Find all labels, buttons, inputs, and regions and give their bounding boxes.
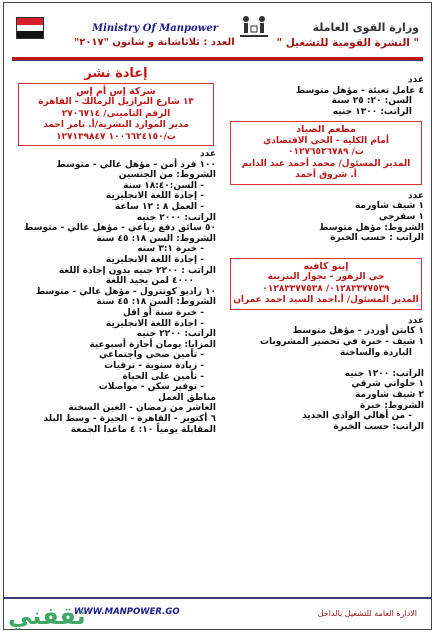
box2-line: إينو كافيه bbox=[303, 260, 349, 272]
box1-line: أ. شروق أحمد bbox=[295, 170, 357, 181]
listing-line: عدد bbox=[408, 315, 424, 326]
listing-line: المزايا: يومان أجازة أسبوعية bbox=[89, 339, 216, 350]
listing-line: - توفير سكن - مواصلات bbox=[98, 382, 204, 393]
department-name: الادارة العامة للتشغيل بالداخل bbox=[317, 609, 417, 618]
listing-line: الراتب : ٢٢٠٠ جنيه بدون إجادة اللغة bbox=[58, 265, 216, 276]
ministry-name-en: Ministry Of Manpower bbox=[92, 23, 218, 34]
listing-line: الراتب: ١٢٠٠ جنيه bbox=[344, 368, 424, 379]
listing-line: ١ سفرجي bbox=[378, 212, 424, 223]
companyBox-line: شركة إس أم إس bbox=[76, 85, 156, 97]
listing-line: - خبرة ٣:١ سنه bbox=[137, 244, 204, 255]
listing-line: الراتب: حسب الخبرة bbox=[333, 421, 424, 432]
listing-line: - تأمين على الحياة bbox=[122, 371, 204, 382]
cafe-box bbox=[230, 258, 422, 310]
listing-line: عدد bbox=[200, 149, 216, 160]
bulletin-page bbox=[3, 2, 432, 630]
listing-line: الراتب: ٢٠٠٠ جنيه bbox=[136, 212, 216, 223]
box1-line: أمام الكلية - الحي الاقتصادي bbox=[263, 135, 389, 146]
listing-line: الشروط: السن ١٨: ٤٥ سنة bbox=[96, 297, 216, 308]
box2-line: ٠١٢٨٣٣٧٧٥٣٩/ ٠١٢٨٣٣٧٧٥٣٨ bbox=[262, 283, 390, 294]
listing-line: الراتب: ٢٢٠٠ جنيه bbox=[136, 329, 216, 340]
box1-line: المدير المسئول/ محمد أحمد عبد الدايم bbox=[241, 158, 411, 169]
listing-line: ١ حلواني شرقي bbox=[351, 379, 424, 390]
listing-line: - زيادة سنوية - ترقيات bbox=[104, 360, 204, 371]
bulletin-title: " النشرة القومية للتشغيل " bbox=[276, 37, 419, 49]
left-column bbox=[16, 67, 216, 435]
watermark-logo: ثقفني bbox=[8, 602, 86, 630]
right-lines-mid bbox=[228, 191, 424, 244]
listing-line: الشروط: خبرة bbox=[360, 400, 424, 411]
listing-line: ١ شيف شاورمة bbox=[354, 201, 424, 212]
companyBox-line: الرقم التامينى/ ٢٧٠٦٧١٤ bbox=[61, 108, 171, 119]
listing-line: ٥٠ سائق دفع رباعي - مؤهل عالي - متوسط bbox=[24, 223, 216, 234]
ministry-logo-icon bbox=[237, 13, 271, 43]
companyBox-line: ١٣ شارع البرازيل الزمالك - القاهرة bbox=[38, 97, 194, 108]
listing-line: الشروط: من الجنسين bbox=[118, 170, 216, 181]
listing-line: ١٠ راديو كونترول - مؤهل عالي - متوسط bbox=[35, 286, 216, 297]
company-box bbox=[18, 83, 214, 147]
right-lines-bottom bbox=[228, 316, 424, 433]
listing-line: الشروط: مؤهل متوسط bbox=[319, 222, 424, 233]
listing-line: عدد bbox=[408, 190, 424, 201]
egypt-flag-icon bbox=[16, 17, 44, 39]
box1-line: مطعم الصياد bbox=[296, 124, 356, 136]
listing-line: المقابلة يومياً ١٠: ٤ ماعدا الجمعة bbox=[70, 424, 216, 435]
listing-line: الراتب : حسب الخبرة bbox=[330, 233, 424, 244]
listing-line: ١٠٠ فرد أمن - مؤهل عالي - متوسط bbox=[56, 159, 216, 170]
box2-line: المدير المسئول/ أ.احمد السيد احمد عمران bbox=[233, 295, 419, 306]
listing-line: ٤٠٠٠ لمن يجيد اللغة bbox=[105, 276, 194, 287]
listing-line: الشروط: السن ١٨: ٤٥ سنة bbox=[96, 233, 216, 244]
issue-number: العدد : ثلاثاشانة و شانون "٢٠١٧" bbox=[74, 37, 235, 48]
box1-line: ت/ ٠١٢٧٦٥٢٦٧٨٩ bbox=[288, 147, 364, 158]
listing-line: ٦ أكتوبر - القاهرة - الجيزة - وسط البلد bbox=[43, 413, 216, 424]
companyBox-line: ت/١٠٠٦٦٢٤١٥٠ ١٢٧١٣٩٨٤٧ bbox=[56, 131, 176, 142]
listing-line: السن: ٢٠: ٢٥ سنة bbox=[331, 96, 412, 107]
listing-line: - العمل ٨ : ١٢ ساعة bbox=[115, 202, 204, 213]
restaurant-box bbox=[230, 121, 422, 185]
listing-line: - خبرة سنة أو اقل bbox=[122, 308, 204, 318]
page-header bbox=[4, 3, 431, 65]
listing-line: العاشر من رمضان - العين السخنة bbox=[68, 403, 216, 414]
listing-line: الباردة والساخنة bbox=[340, 347, 412, 358]
listing-line: - إجادة اللغة الانجليزية bbox=[105, 191, 204, 202]
left-lines bbox=[16, 149, 216, 435]
listing-line bbox=[228, 358, 424, 369]
companyBox-line: مدير الموارد البشرية/أ. تامر احمد bbox=[43, 120, 189, 131]
header-divider bbox=[12, 57, 423, 61]
website-url[interactable]: WWW.MANPOWER.GO bbox=[74, 607, 180, 617]
listing-line: ٢ شيف شاورمة bbox=[354, 390, 424, 400]
listing-line: عدد bbox=[408, 75, 424, 85]
listing-line: - السن:١٨:٤٠ سنة bbox=[123, 180, 204, 191]
ministry-name-ar: وزارة القوى العاملة bbox=[312, 21, 419, 34]
listing-line: الراتب: ١٣٠٠ جنيه bbox=[332, 106, 412, 117]
listing-line: ١ كابتن أوردر - مؤهل متوسط bbox=[292, 326, 424, 337]
listing-line: - من أهالي الوادي الجديد bbox=[302, 411, 412, 422]
listing-line: ٤ عامل تعبئة - مؤهل متوسط bbox=[295, 85, 424, 96]
listing-line: مناطق العمل bbox=[158, 392, 216, 403]
listing-line: - تأمين صحي واجتماعي bbox=[98, 350, 204, 361]
listing-line: - إجادة اللغة الانجليزية bbox=[105, 255, 204, 266]
right-column bbox=[228, 75, 424, 432]
listing-line: - اجادة اللغة الانجليزية bbox=[105, 318, 204, 329]
right-lines-top bbox=[228, 75, 424, 117]
box2-line: حي الزهور - بجوار البنزينة bbox=[267, 272, 385, 283]
listing-line: ١ شيف - خبرة في تحضير المشروبات bbox=[259, 337, 424, 348]
republish-title: إعادة نشر bbox=[84, 66, 148, 81]
